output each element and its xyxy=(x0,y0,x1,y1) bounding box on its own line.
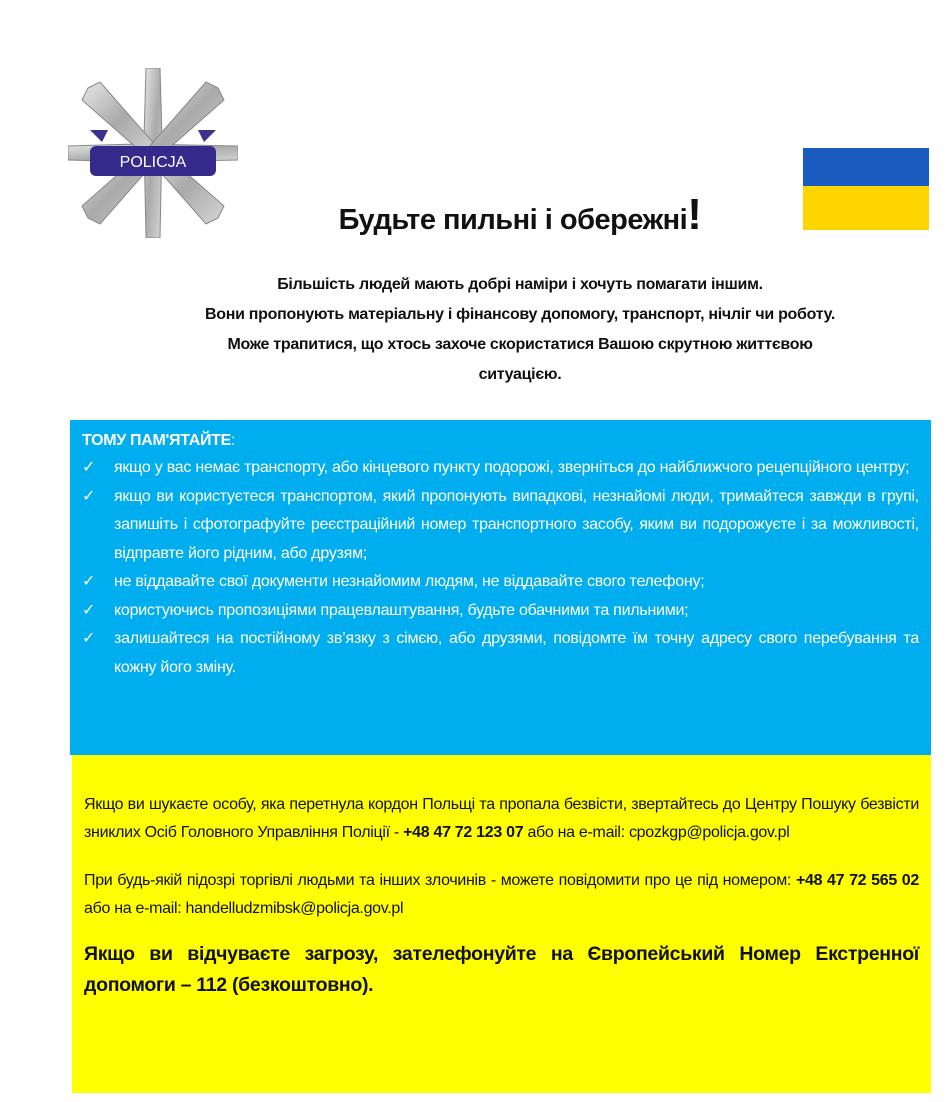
remember-box xyxy=(70,420,931,755)
svg-text:POLICJA: POLICJA xyxy=(119,154,187,171)
list-item: ✓ якщо у вас немає транспорту, або кінцевого пункту подорожі, зверніться до найближчого рецепційного центру; xyxy=(82,454,919,483)
missing-email: cpozkgp@policja.gov.pl xyxy=(628,824,790,841)
list-item: ✓ користуючись пропозиціями працевлаштування, будьте обачними та пильними; xyxy=(82,597,919,626)
check-icon: ✓ xyxy=(82,573,96,590)
contacts-box xyxy=(72,755,931,1093)
trafficking-info: При будь-якій підозрі торгівлі людьми та інших злочинів - можете повідомити про це під номером: +48 47 72 565 02 або на e-mail: handelludzmibsk@policja.gov.pl xyxy=(84,872,919,917)
page-title: Будьте пильні і обережні! xyxy=(338,190,702,239)
list-item: ✓ не віддавайте свої документи незнайомим людям, не віддавайте свого телефону; xyxy=(82,568,919,597)
check-icon: ✓ xyxy=(82,459,96,476)
intro-text: Більшість людей мають добрі наміри і хочуть помагати іншим. Вони пропонують матеріальну і фінансову допомогу, транспорт, нічліг чи роботу. Може трапитися, що хтось захоче скористатися Вашою скрутною життєвою ситуацією. xyxy=(205,276,835,383)
check-icon: ✓ xyxy=(82,487,96,505)
check-icon: ✓ xyxy=(82,630,96,647)
missing-persons-info: Якщо ви шукаєте особу, яка перетнула кордон Польщі та пропала безвісти, звертайтесь до Центру Пошуку безвісти зниклих Осіб Головного Управління Поліції - +48 47 72 123 07 або на e-mail: cpozkgp@policja.gov.pl xyxy=(84,796,919,841)
missing-phone: +48 47 72 123 07 xyxy=(403,824,524,841)
remember-heading: ТОМУ ПАМ'ЯТАЙТЕ: xyxy=(82,432,236,449)
trafficking-phone: +48 47 72 565 02 xyxy=(795,872,919,889)
list-item: ✓ якщо ви користуєтеся транспортом, який пропонують випадкові, незнайомі люди, тримайтеся завжди в групі, запишіть і сфотографуйте реєстраційний номер транспортного засобу, яким ви подорожуєте і за можливості, відправте його рідним, або друзям; xyxy=(82,483,919,569)
list-item: ✓ залишайтеся на постійному зв’язку з сімєю, або друзями, повідомте їм точну адресу свого перебування та кожну його зміну. xyxy=(82,625,919,682)
trafficking-email: handelludzmibsk@policja.gov.pl xyxy=(185,900,404,917)
check-icon: ✓ xyxy=(82,601,96,619)
emergency-info: Якщо ви відчуваєте загрозу, зателефонуйте на Європейський Номер Екстренної допомоги – 112 (безкоштовно). xyxy=(84,943,919,996)
